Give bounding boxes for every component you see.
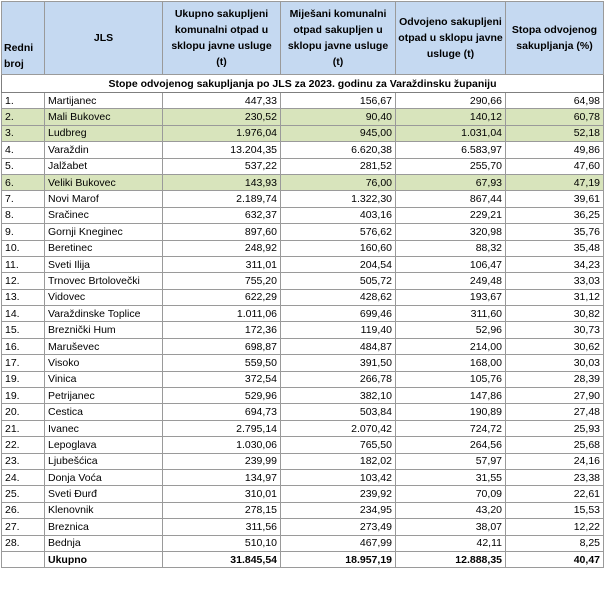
- mijesani-cell[interactable]: 156,67: [281, 93, 396, 109]
- jls-name-cell[interactable]: Vinica: [45, 371, 163, 387]
- jls-name-cell[interactable]: Ludbreg: [45, 125, 163, 141]
- ukupno-cell[interactable]: 537,22: [163, 158, 281, 174]
- jls-name-cell[interactable]: Donja Voća: [45, 469, 163, 485]
- total-odvojeno[interactable]: 12.888,35: [396, 551, 506, 567]
- ukupno-cell[interactable]: 698,87: [163, 338, 281, 354]
- table-title[interactable]: Stope odvojenog sakupljanja po JLS za 2023. godinu za Varaždinsku županiju: [2, 75, 604, 93]
- odvojeno-cell[interactable]: 106,47: [396, 256, 506, 272]
- ukupno-cell[interactable]: 510,10: [163, 535, 281, 551]
- row-number-cell[interactable]: 4.: [2, 142, 45, 158]
- odvojeno-cell[interactable]: 52,96: [396, 322, 506, 338]
- odvojeno-cell[interactable]: 147,86: [396, 388, 506, 404]
- table-row: [2, 158, 604, 174]
- odvojeno-cell[interactable]: 67,93: [396, 174, 506, 190]
- ukupno-cell[interactable]: 2.795,14: [163, 420, 281, 436]
- table-row: [2, 142, 604, 158]
- total-label[interactable]: Ukupno: [45, 551, 163, 567]
- table-row: [2, 174, 604, 190]
- jls-name-cell[interactable]: Cestica: [45, 404, 163, 420]
- row-number-cell[interactable]: 2.: [2, 109, 45, 125]
- mijesani-cell[interactable]: 119,40: [281, 322, 396, 338]
- header-mijesani[interactable]: Miješani komunalni otpad sakupljen u sklopu javne usluge (t): [281, 2, 396, 75]
- row-number-cell[interactable]: 23.: [2, 453, 45, 469]
- table-row: [2, 355, 604, 371]
- mijesani-cell[interactable]: 160,60: [281, 240, 396, 256]
- odvojeno-cell[interactable]: 38,07: [396, 519, 506, 535]
- jls-name-cell[interactable]: Maruševec: [45, 338, 163, 354]
- jls-name-cell[interactable]: Novi Marof: [45, 191, 163, 207]
- table-row: [2, 453, 604, 469]
- stopa-cell[interactable]: 30,03: [506, 355, 604, 371]
- row-number-cell[interactable]: 11.: [2, 256, 45, 272]
- odvojeno-cell[interactable]: 190,89: [396, 404, 506, 420]
- table-row: [2, 338, 604, 354]
- header-jls[interactable]: JLS: [45, 2, 163, 75]
- odvojeno-cell[interactable]: 290,66: [396, 93, 506, 109]
- mijesani-cell[interactable]: 484,87: [281, 338, 396, 354]
- row-number-cell[interactable]: 19.: [2, 388, 45, 404]
- ukupno-cell[interactable]: 13.204,35: [163, 142, 281, 158]
- table-row: [2, 437, 604, 453]
- odvojeno-cell[interactable]: 214,00: [396, 338, 506, 354]
- ukupno-cell[interactable]: 1.011,06: [163, 306, 281, 322]
- mijesani-cell[interactable]: 273,49: [281, 519, 396, 535]
- mijesani-cell[interactable]: 90,40: [281, 109, 396, 125]
- mijesani-cell[interactable]: 234,95: [281, 502, 396, 518]
- ukupno-cell[interactable]: 310,01: [163, 486, 281, 502]
- stopa-cell[interactable]: 25,93: [506, 420, 604, 436]
- table-row: [2, 502, 604, 518]
- row-number-cell[interactable]: 10.: [2, 240, 45, 256]
- jls-name-cell[interactable]: Breznički Hum: [45, 322, 163, 338]
- jls-name-cell[interactable]: Trnovec Brtolovečki: [45, 273, 163, 289]
- ukupno-cell[interactable]: 2.189,74: [163, 191, 281, 207]
- table-row: [2, 420, 604, 436]
- ukupno-cell[interactable]: 632,37: [163, 207, 281, 223]
- ukupno-cell[interactable]: 447,33: [163, 93, 281, 109]
- table-row: [2, 322, 604, 338]
- jls-name-cell[interactable]: Varaždin: [45, 142, 163, 158]
- table-row: [2, 224, 604, 240]
- ukupno-cell[interactable]: 239,99: [163, 453, 281, 469]
- jls-name-cell[interactable]: Vidovec: [45, 289, 163, 305]
- stopa-cell[interactable]: 34,23: [506, 256, 604, 272]
- mijesani-cell[interactable]: 239,92: [281, 486, 396, 502]
- total-row: [2, 551, 604, 567]
- stopa-cell[interactable]: 15,53: [506, 502, 604, 518]
- mijesani-cell[interactable]: 505,72: [281, 273, 396, 289]
- odvojeno-cell[interactable]: 249,48: [396, 273, 506, 289]
- mijesani-cell[interactable]: 576,62: [281, 224, 396, 240]
- mijesani-cell[interactable]: 699,46: [281, 306, 396, 322]
- row-number-cell[interactable]: 17.: [2, 355, 45, 371]
- mijesani-cell[interactable]: 204,54: [281, 256, 396, 272]
- stopa-cell[interactable]: 39,61: [506, 191, 604, 207]
- mijesani-cell[interactable]: 6.620,38: [281, 142, 396, 158]
- ukupno-cell[interactable]: 172,36: [163, 322, 281, 338]
- table-row: [2, 306, 604, 322]
- table-row: [2, 240, 604, 256]
- row-number-cell[interactable]: 6.: [2, 174, 45, 190]
- odvojeno-cell[interactable]: 70,09: [396, 486, 506, 502]
- table-row: [2, 256, 604, 272]
- stopa-cell[interactable]: 24,16: [506, 453, 604, 469]
- odvojeno-cell[interactable]: 311,60: [396, 306, 506, 322]
- mijesani-cell[interactable]: 2.070,42: [281, 420, 396, 436]
- ukupno-cell[interactable]: 248,92: [163, 240, 281, 256]
- odvojeno-cell[interactable]: 1.031,04: [396, 125, 506, 141]
- jls-name-cell[interactable]: Breznica: [45, 519, 163, 535]
- table-row: [2, 125, 604, 141]
- row-number-cell[interactable]: 28.: [2, 535, 45, 551]
- odvojeno-cell[interactable]: 42,11: [396, 535, 506, 551]
- stopa-cell[interactable]: 49,86: [506, 142, 604, 158]
- stopa-cell[interactable]: 23,38: [506, 469, 604, 485]
- ukupno-cell[interactable]: 897,60: [163, 224, 281, 240]
- stopa-cell[interactable]: 8,25: [506, 535, 604, 551]
- row-number-cell[interactable]: 16.: [2, 338, 45, 354]
- ukupno-cell[interactable]: 1.976,04: [163, 125, 281, 141]
- stopa-cell[interactable]: 36,25: [506, 207, 604, 223]
- table-row: [2, 273, 604, 289]
- jls-name-cell[interactable]: Ljubešćica: [45, 453, 163, 469]
- header-stopa[interactable]: Stopa odvojenog sakupljanja (%): [506, 2, 604, 75]
- jls-name-cell[interactable]: Jalžabet: [45, 158, 163, 174]
- odvojeno-cell[interactable]: 6.583,97: [396, 142, 506, 158]
- table-row: [2, 404, 604, 420]
- stopa-cell[interactable]: 25,68: [506, 437, 604, 453]
- ukupno-cell[interactable]: 134,97: [163, 469, 281, 485]
- ukupno-cell[interactable]: 622,29: [163, 289, 281, 305]
- row-number-cell[interactable]: 21.: [2, 420, 45, 436]
- ukupno-cell[interactable]: 311,56: [163, 519, 281, 535]
- mijesani-cell[interactable]: 503,84: [281, 404, 396, 420]
- odvojeno-cell[interactable]: 105,76: [396, 371, 506, 387]
- stopa-cell[interactable]: 31,12: [506, 289, 604, 305]
- odvojeno-cell[interactable]: 140,12: [396, 109, 506, 125]
- mijesani-cell[interactable]: 403,16: [281, 207, 396, 223]
- table-body: [2, 93, 604, 552]
- mijesani-cell[interactable]: 103,42: [281, 469, 396, 485]
- total-stopa[interactable]: 40,47: [506, 551, 604, 567]
- mijesani-cell[interactable]: 382,10: [281, 388, 396, 404]
- row-number-cell[interactable]: 1.: [2, 93, 45, 109]
- mijesani-cell[interactable]: 467,99: [281, 535, 396, 551]
- stopa-cell[interactable]: 30,73: [506, 322, 604, 338]
- mijesani-cell[interactable]: 428,62: [281, 289, 396, 305]
- mijesani-cell[interactable]: 182,02: [281, 453, 396, 469]
- table-row: [2, 519, 604, 535]
- ukupno-cell[interactable]: 372,54: [163, 371, 281, 387]
- ukupno-cell[interactable]: 278,15: [163, 502, 281, 518]
- table-row: [2, 191, 604, 207]
- table-row: [2, 469, 604, 485]
- collection-rates-table: [1, 1, 604, 568]
- table-row: [2, 486, 604, 502]
- odvojeno-cell[interactable]: 168,00: [396, 355, 506, 371]
- row-number-cell[interactable]: 5.: [2, 158, 45, 174]
- row-number-cell[interactable]: 22.: [2, 437, 45, 453]
- table-row: [2, 371, 604, 387]
- header-row: [2, 2, 604, 75]
- row-number-cell[interactable]: 3.: [2, 125, 45, 141]
- total-mijesani[interactable]: 18.957,19: [281, 551, 396, 567]
- header-ukupno[interactable]: Ukupno sakupljeni komunalni otpad u sklopu javne usluge (t): [163, 2, 281, 75]
- row-number-cell[interactable]: 13.: [2, 289, 45, 305]
- jls-name-cell[interactable]: Sračinec: [45, 207, 163, 223]
- ukupno-cell[interactable]: 755,20: [163, 273, 281, 289]
- row-number-cell[interactable]: 24.: [2, 469, 45, 485]
- odvojeno-cell[interactable]: 31,55: [396, 469, 506, 485]
- row-number-cell[interactable]: 7.: [2, 191, 45, 207]
- jls-name-cell[interactable]: Martijanec: [45, 93, 163, 109]
- stopa-cell[interactable]: 28,39: [506, 371, 604, 387]
- stopa-cell[interactable]: 30,82: [506, 306, 604, 322]
- mijesani-cell[interactable]: 391,50: [281, 355, 396, 371]
- table-row: [2, 207, 604, 223]
- stopa-cell[interactable]: 30,62: [506, 338, 604, 354]
- row-number-cell[interactable]: 20.: [2, 404, 45, 420]
- spreadsheet-table-container: [1, 1, 603, 568]
- stopa-cell[interactable]: 12,22: [506, 519, 604, 535]
- jls-name-cell[interactable]: Beretinec: [45, 240, 163, 256]
- ukupno-cell[interactable]: 559,50: [163, 355, 281, 371]
- odvojeno-cell[interactable]: 264,56: [396, 437, 506, 453]
- odvojeno-cell[interactable]: 724,72: [396, 420, 506, 436]
- jls-name-cell[interactable]: Sveti Ilija: [45, 256, 163, 272]
- table-row: [2, 289, 604, 305]
- row-number-cell[interactable]: 25.: [2, 486, 45, 502]
- ukupno-cell[interactable]: 143,93: [163, 174, 281, 190]
- stopa-cell[interactable]: 22,61: [506, 486, 604, 502]
- row-number-cell[interactable]: 26.: [2, 502, 45, 518]
- mijesani-cell[interactable]: 266,78: [281, 371, 396, 387]
- ukupno-cell[interactable]: 694,73: [163, 404, 281, 420]
- jls-name-cell[interactable]: Petrijanec: [45, 388, 163, 404]
- jls-name-cell[interactable]: Veliki Bukovec: [45, 174, 163, 190]
- jls-name-cell[interactable]: Ivanec: [45, 420, 163, 436]
- row-number-cell[interactable]: 8.: [2, 207, 45, 223]
- row-number-cell[interactable]: 9.: [2, 224, 45, 240]
- jls-name-cell[interactable]: Gornji Kneginec: [45, 224, 163, 240]
- ukupno-cell[interactable]: 529,96: [163, 388, 281, 404]
- table-row: [2, 535, 604, 551]
- mijesani-cell[interactable]: 765,50: [281, 437, 396, 453]
- jls-name-cell[interactable]: Bednja: [45, 535, 163, 551]
- mijesani-cell[interactable]: 76,00: [281, 174, 396, 190]
- odvojeno-cell[interactable]: 88,32: [396, 240, 506, 256]
- stopa-cell[interactable]: 35,76: [506, 224, 604, 240]
- stopa-cell[interactable]: 52,18: [506, 125, 604, 141]
- odvojeno-cell[interactable]: 867,44: [396, 191, 506, 207]
- table-title-row: [2, 75, 604, 93]
- header-odvojeno[interactable]: Odvojeno sakupljeni otpad u sklopu javne usluge (t): [396, 2, 506, 75]
- odvojeno-cell[interactable]: 320,98: [396, 224, 506, 240]
- odvojeno-cell[interactable]: 193,67: [396, 289, 506, 305]
- jls-name-cell[interactable]: Mali Bukovec: [45, 109, 163, 125]
- ukupno-cell[interactable]: 311,01: [163, 256, 281, 272]
- mijesani-cell[interactable]: 281,52: [281, 158, 396, 174]
- header-redni-broj[interactable]: Redni broj: [2, 2, 45, 75]
- table-row: [2, 388, 604, 404]
- stopa-cell[interactable]: 60,78: [506, 109, 604, 125]
- mijesani-cell[interactable]: 1.322,30: [281, 191, 396, 207]
- stopa-cell[interactable]: 27,48: [506, 404, 604, 420]
- stopa-cell[interactable]: 64,98: [506, 93, 604, 109]
- odvojeno-cell[interactable]: 57,97: [396, 453, 506, 469]
- row-number-cell[interactable]: 19.: [2, 371, 45, 387]
- ukupno-cell[interactable]: 1.030,06: [163, 437, 281, 453]
- stopa-cell[interactable]: 33,03: [506, 273, 604, 289]
- stopa-cell[interactable]: 35,48: [506, 240, 604, 256]
- total-empty-cell[interactable]: [2, 551, 45, 567]
- stopa-cell[interactable]: 47,19: [506, 174, 604, 190]
- row-number-cell[interactable]: 15.: [2, 322, 45, 338]
- stopa-cell[interactable]: 47,60: [506, 158, 604, 174]
- row-number-cell[interactable]: 12.: [2, 273, 45, 289]
- table-row: [2, 109, 604, 125]
- jls-name-cell[interactable]: Klenovnik: [45, 502, 163, 518]
- jls-name-cell[interactable]: Lepoglava: [45, 437, 163, 453]
- jls-name-cell[interactable]: Sveti Đurđ: [45, 486, 163, 502]
- table-row: [2, 93, 604, 109]
- jls-name-cell[interactable]: Varaždinske Toplice: [45, 306, 163, 322]
- ukupno-cell[interactable]: 230,52: [163, 109, 281, 125]
- row-number-cell[interactable]: 27.: [2, 519, 45, 535]
- total-ukupno[interactable]: 31.845,54: [163, 551, 281, 567]
- stopa-cell[interactable]: 27,90: [506, 388, 604, 404]
- odvojeno-cell[interactable]: 255,70: [396, 158, 506, 174]
- mijesani-cell[interactable]: 945,00: [281, 125, 396, 141]
- row-number-cell[interactable]: 14.: [2, 306, 45, 322]
- jls-name-cell[interactable]: Visoko: [45, 355, 163, 371]
- odvojeno-cell[interactable]: 229,21: [396, 207, 506, 223]
- odvojeno-cell[interactable]: 43,20: [396, 502, 506, 518]
